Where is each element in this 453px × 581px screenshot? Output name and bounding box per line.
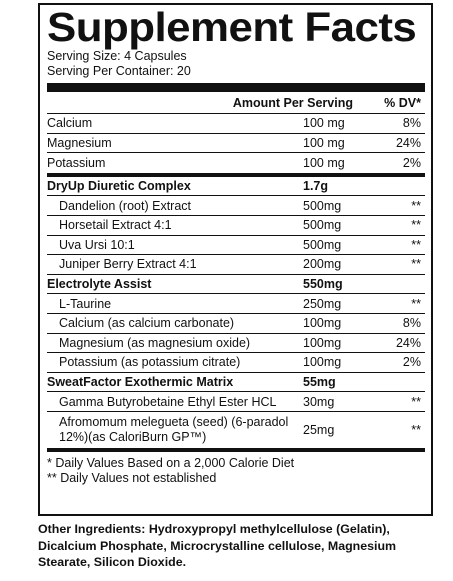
- ingredient-name: Gamma Butyrobetaine Ethyl Ester HCL: [59, 394, 277, 409]
- serving-size: Serving Size: 4 Capsules: [47, 49, 187, 63]
- supplement-facts-panel: [38, 3, 433, 516]
- nutrient-amount: 100 mg: [303, 155, 345, 170]
- ingredient-amount: 100mg: [303, 335, 342, 350]
- ingredient-name: Potassium (as potassium citrate): [59, 355, 241, 370]
- ingredient-dv: **: [411, 218, 421, 233]
- ingredient-name: Juniper Berry Extract 4:1: [59, 257, 197, 272]
- table-row: [47, 216, 425, 236]
- footnote-divider: [47, 448, 425, 452]
- panel-title: Supplement Facts: [47, 4, 417, 50]
- table-row: [47, 153, 425, 173]
- blend-row: [47, 275, 425, 295]
- ingredient-name: Afromomum melegueta (seed) (6-paradol 12%)(as CaloriBurn GP™): [59, 414, 289, 444]
- ingredient-dv: **: [411, 257, 421, 272]
- ingredient-dv: **: [411, 237, 421, 252]
- thick-divider: [47, 83, 425, 92]
- daily-value-header: % DV*: [384, 95, 421, 110]
- nutrient-name: Potassium: [47, 155, 106, 170]
- ingredient-name: Horsetail Extract 4:1: [59, 218, 172, 233]
- blend-row: [47, 373, 425, 393]
- ingredient-name: Magnesium (as magnesium oxide): [59, 335, 251, 350]
- other-ingredients: Other Ingredients: Hydroxypropyl methylcellulose (Gelatin), Dicalcium Phosphate, Microcrystalline cellulose, Magnesium Stearate, Silicon Dioxide.: [38, 522, 397, 569]
- ingredient-name: L-Taurine: [59, 296, 112, 311]
- blend-amount: 1.7g: [303, 179, 329, 194]
- table-row: [47, 255, 425, 275]
- amount-per-serving-header: Amount Per Serving: [232, 95, 353, 110]
- table-row: [47, 294, 425, 314]
- nutrient-dv: 8%: [402, 116, 421, 131]
- ingredient-amount: 500mg: [303, 218, 342, 233]
- table-row: [47, 353, 425, 373]
- footnote-not-established: ** Daily Values not established: [47, 470, 217, 485]
- table-row: [47, 334, 425, 354]
- ingredient-amount: 100mg: [303, 355, 342, 370]
- table-row: [47, 114, 425, 134]
- ingredient-amount: 500mg: [303, 198, 342, 213]
- ingredient-name: Uva Ursi 10:1: [59, 237, 135, 252]
- nutrient-name: Magnesium: [47, 135, 112, 150]
- table-row: [47, 392, 425, 412]
- ingredient-amount: 25mg: [303, 422, 335, 437]
- table-header: [47, 92, 425, 114]
- ingredient-dv: 2%: [402, 355, 421, 370]
- ingredient-name: Calcium (as calcium carbonate): [59, 316, 235, 331]
- ingredient-dv: 24%: [395, 335, 421, 350]
- blend-name: Electrolyte Assist: [47, 277, 152, 292]
- nutrient-name: Calcium: [47, 116, 93, 131]
- nutrient-amount: 100 mg: [303, 135, 345, 150]
- blend-name: SweatFactor Exothermic Matrix: [47, 375, 234, 390]
- table-row: [47, 412, 425, 448]
- ingredient-dv: **: [411, 296, 421, 311]
- nutrient-dv: 2%: [402, 155, 421, 170]
- blend-name: DryUp Diuretic Complex: [47, 179, 191, 194]
- blend-amount: 550mg: [303, 277, 343, 292]
- table-row: [47, 134, 425, 154]
- blend-amount: 55mg: [303, 375, 336, 390]
- nutrient-dv: 24%: [395, 135, 421, 150]
- ingredient-name: Dandelion (root) Extract: [59, 198, 192, 213]
- table-row: [47, 236, 425, 256]
- ingredient-amount: 30mg: [303, 394, 335, 409]
- table-row: [47, 196, 425, 216]
- footnote-daily-values: * Daily Values Based on a 2,000 Calorie Diet: [47, 455, 295, 470]
- ingredient-amount: 250mg: [303, 296, 342, 311]
- nutrient-amount: 100 mg: [303, 116, 345, 131]
- ingredient-amount: 200mg: [303, 257, 342, 272]
- table-row: [47, 314, 425, 334]
- blend-row: [47, 177, 425, 197]
- servings-per-container: Serving Per Container: 20: [47, 64, 191, 78]
- ingredient-dv: 8%: [402, 316, 421, 331]
- ingredient-dv: **: [411, 422, 421, 437]
- ingredient-dv: **: [411, 198, 421, 213]
- ingredient-amount: 500mg: [303, 237, 342, 252]
- ingredient-dv: **: [411, 394, 421, 409]
- ingredient-amount: 100mg: [303, 316, 342, 331]
